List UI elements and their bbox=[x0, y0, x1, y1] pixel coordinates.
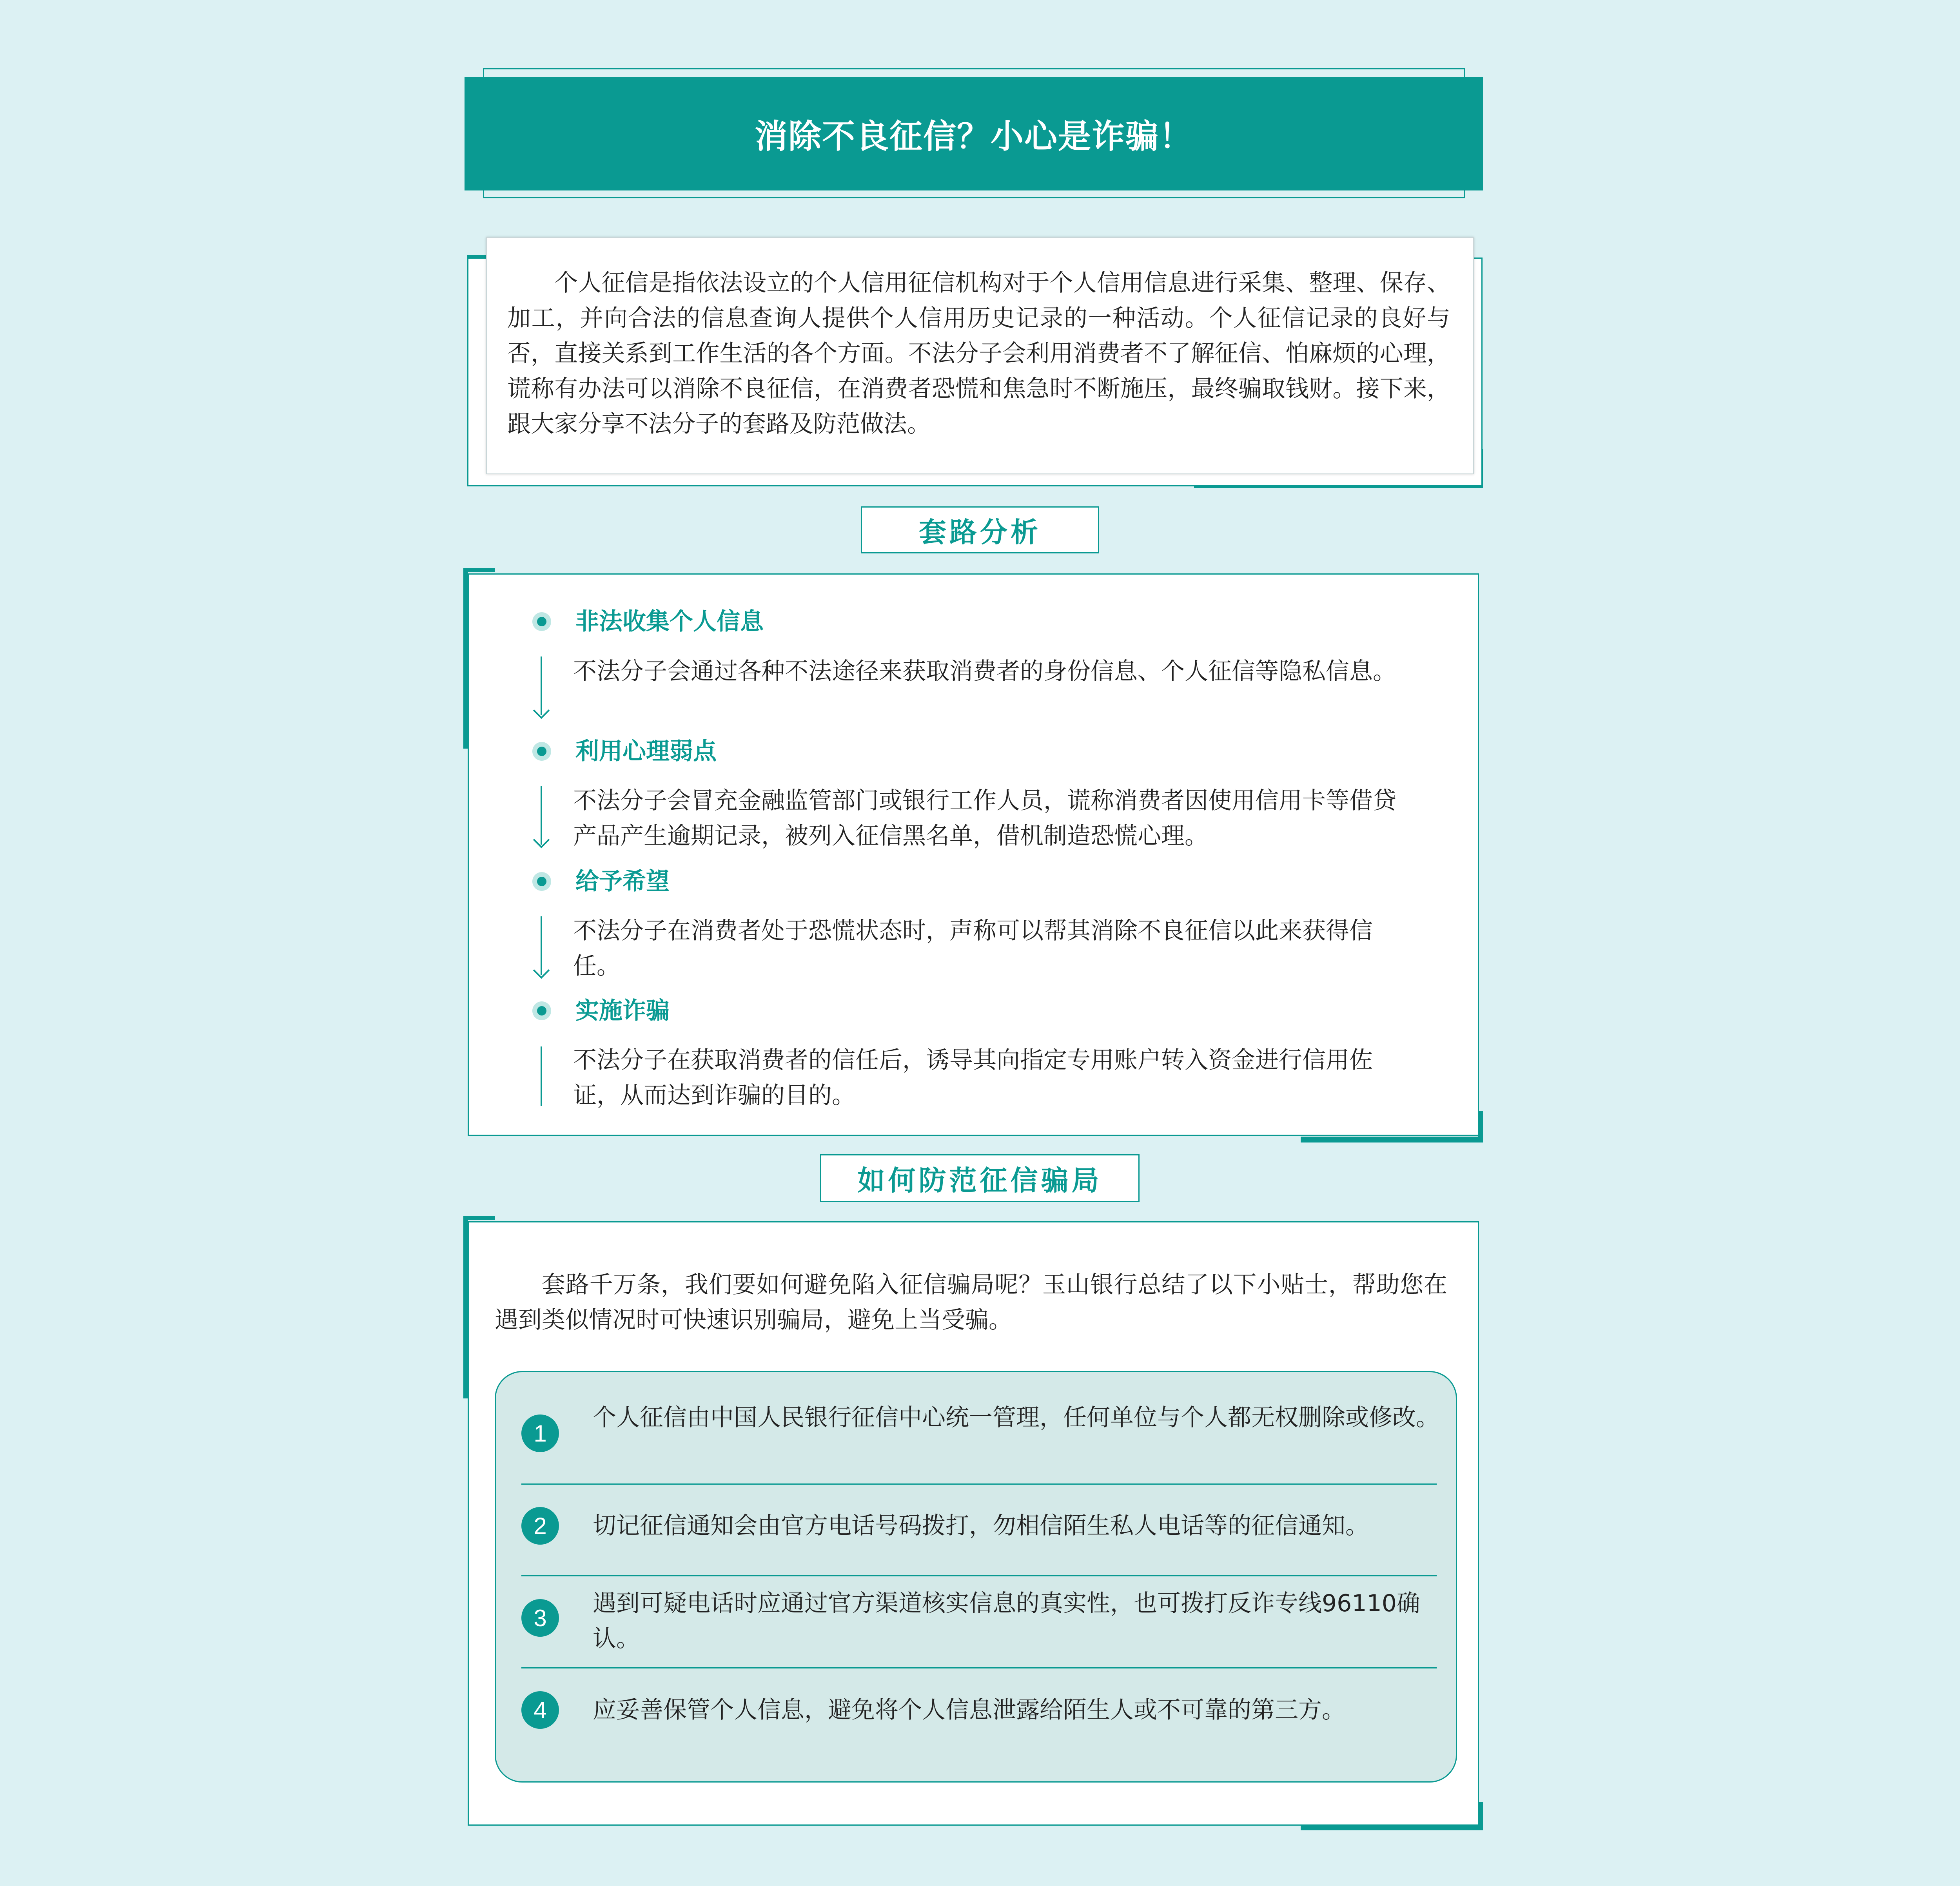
page-title: 消除不良征信？小心是诈骗！ bbox=[465, 77, 1483, 190]
tip-text: 遇到可疑电话时应通过官方渠道核实信息的真实性，也可拨打反诈专线96110确认。 bbox=[593, 1590, 1420, 1652]
step-title: 给予希望 bbox=[575, 868, 670, 895]
step-title: 实施诈骗 bbox=[575, 997, 670, 1025]
number-3-icon: 3 bbox=[521, 1599, 559, 1637]
intro-card bbox=[486, 237, 1474, 474]
section1-accent-top bbox=[463, 568, 495, 572]
section-label-prevention: 如何防范征信骗局 bbox=[820, 1154, 1140, 1202]
tip-divider bbox=[521, 1575, 1437, 1576]
tip-text: 应妥善保管个人信息，避免将个人信息泄露给陌生人或不可靠的第三方。 bbox=[593, 1696, 1345, 1724]
tip-text: 个人征信由中国人民银行征信中心统一管理，任何单位与个人都无权删除或修改。 bbox=[593, 1404, 1439, 1431]
tip-divider bbox=[521, 1667, 1437, 1668]
step-text: 不法分子在获取消费者的信任后，诱导其向指定专用账户转入资金进行信用佐证，从而达到诈骗的目的。 bbox=[573, 1046, 1373, 1109]
number-2-icon: 2 bbox=[521, 1507, 559, 1545]
step-dot-icon bbox=[532, 612, 551, 631]
step-text: 不法分子会冒充金融监管部门或银行工作人员，谎称消费者因使用信用卡等借贷产品产生逾期记录，被列入征信黑名单，借机制造恐慌心理。 bbox=[573, 787, 1396, 850]
step-text: 不法分子会通过各种不法途径来获取消费者的身份信息、个人征信等隐私信息。 bbox=[573, 658, 1396, 685]
section2-accent-top bbox=[463, 1216, 495, 1220]
number-4-icon: 4 bbox=[521, 1691, 559, 1729]
section1-accent-bottom bbox=[1301, 1137, 1483, 1142]
step-title: 利用心理弱点 bbox=[575, 738, 717, 765]
step-connector-line bbox=[541, 1046, 542, 1106]
prevention-intro: 套路千万条，我们要如何避免陷入征信骗局呢？玉山银行总结了以下小贴士，帮助您在遇到类似情况时可快速识别骗局，避免上当受骗。 bbox=[495, 1271, 1447, 1334]
section-label-scam-analysis: 套路分析 bbox=[861, 506, 1099, 553]
step-dot-icon bbox=[532, 742, 551, 761]
step-text: 不法分子在消费者处于恐慌状态时，声称可以帮其消除不良征信以此来获得信任。 bbox=[573, 917, 1373, 980]
tip-divider bbox=[521, 1483, 1437, 1485]
step-dot-icon bbox=[532, 1001, 551, 1020]
tip-text: 切记征信通知会由官方电话号码拨打，勿相信陌生私人电话等的征信通知。 bbox=[593, 1512, 1369, 1540]
intro-paragraph: 个人征信是指依法设立的个人信用征信机构对于个人信用信息进行采集、整理、保存、加工，并向合法的信息查询人提供个人信用历史记录的一种活动。个人征信记录的良好与否，直接关系到工作生活的各个方面。不法分子会利用消费者不了解征信、怕麻烦的心理，谎称有办法可以消除不良征信，在消费者恐慌和焦急时不断施压，最终骗取钱财。接下来，跟大家分享不法分子的套路及防范做法。 bbox=[507, 269, 1450, 438]
step-dot-icon bbox=[532, 872, 551, 891]
step-title: 非法收集个人信息 bbox=[575, 608, 764, 635]
number-1-icon: 1 bbox=[521, 1414, 559, 1452]
